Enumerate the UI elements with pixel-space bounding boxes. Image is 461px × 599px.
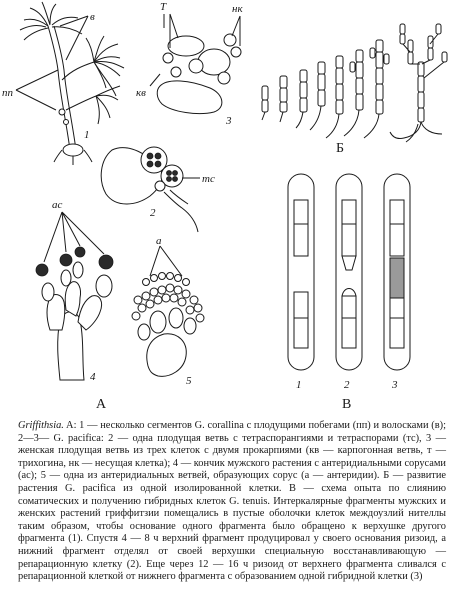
panel-label-b: Б: [336, 141, 345, 156]
drawing-a1-corallina: [2, 2, 124, 165]
label-a4: 4: [90, 371, 96, 383]
label-pp: пп: [2, 87, 13, 99]
label-v: в: [90, 11, 95, 23]
label-a5: 5: [186, 375, 192, 387]
label-a: а: [156, 235, 162, 247]
label-a3: 3: [226, 115, 232, 127]
label-as: ас: [52, 199, 63, 211]
drawing-v-experiment: [288, 174, 410, 412]
drawing-a3-female: [136, 1, 243, 127]
drawing-b-development: [262, 24, 447, 156]
label-t: Т: [160, 1, 167, 13]
drawing-a4-male: [36, 199, 113, 383]
drawing-a2-tetrasporangia: [101, 147, 215, 232]
caption-genus: Griffithsia.: [18, 420, 64, 431]
figure-caption: [18, 420, 446, 584]
label-v1: 1: [296, 379, 302, 391]
label-a2: 2: [150, 207, 156, 219]
label-kv: кв: [136, 87, 146, 99]
label-a1: 1: [84, 129, 90, 141]
label-nk: нк: [232, 3, 243, 15]
caption-text: A: 1 — несколько сегментов G. corallina с плодущими побегами (пп) и волосками (в); 2—3— G. pacifica: 2 — одна плодущая ветвь с тетраспорангиями и тетраспорами (тс), 3 — женская плодущая ветвь из трех клеток с двумя прокарпиями (кв — карпогонная ветвь, т — трихогина, нк — несущая клетка); 4 — кончик мужского растения с антеридиальными сорусами (ас); 5 — одна из антеридиальных ветвей, образующих сорус (а — антеридии). Б — развитие растения G. pacifica из одной изолированной клетки. В — схема опыта по слиянию соматических и получению гибридных клеток G. tenuis. Интеркалярные фрагменты мужских и женских растений гриффитзии помещались в пустые оболочки клеток междоузлий нителлы таким образом, чтобы основание одного фрагмента было обращено к верхушке другого фрагмента (1). Спустя 4 — 8 ч верхний фрагмент продуцировал у своего основания ризоид, а нижний фрагмент отделял от своей верхушки специальную восстанавливающую — репарационную клетку (2). Еще через 12 — 16 ч ризоид от верхнего фрагмента сливался с репарационной клеткой от нижнего фрагмента с образованием одной гибридной клетки (3): [18, 420, 446, 583]
panel-label-a: А: [96, 397, 107, 412]
drawing-a5-antheridia: [132, 235, 204, 387]
label-v3: 3: [392, 379, 398, 391]
panel-label-v: В: [342, 397, 352, 412]
label-tc: тс: [202, 173, 215, 185]
label-v2: 2: [344, 379, 350, 391]
